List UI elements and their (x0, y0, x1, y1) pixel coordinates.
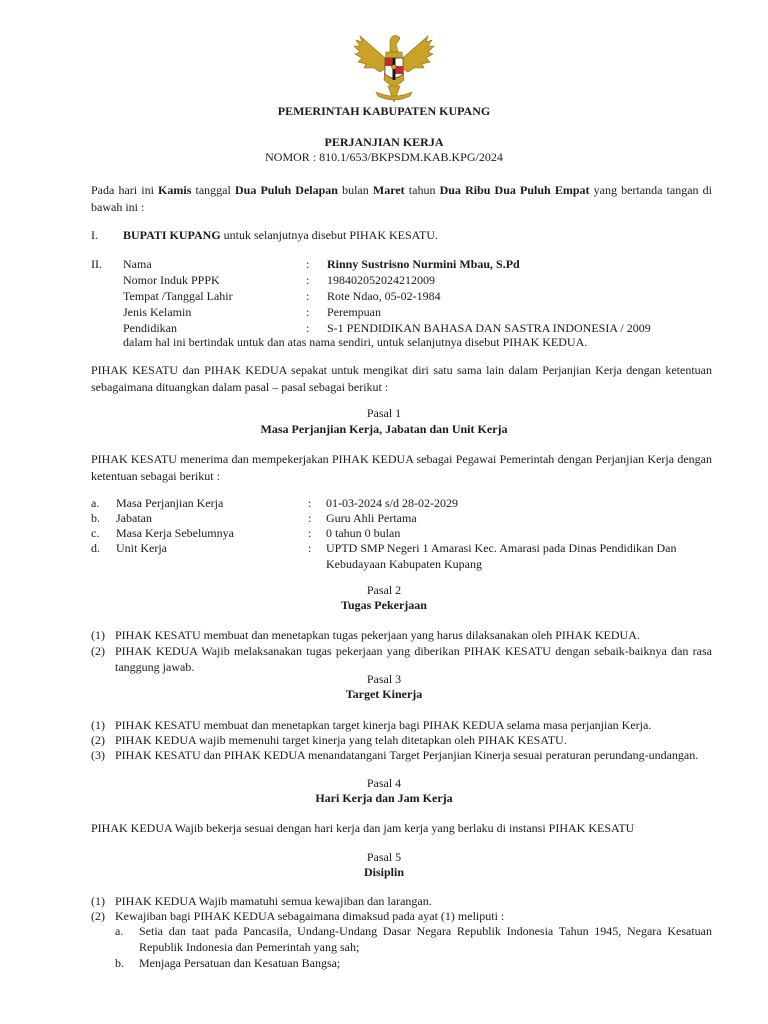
item-label: Jabatan (116, 511, 152, 525)
subitem-letter: b. (115, 956, 124, 970)
party-two-note-row (91, 334, 721, 350)
opening-date: Dua Puluh Delapan (234, 183, 338, 197)
pasal-2-item (91, 627, 721, 643)
item-value: Guru Ahli Pertama (326, 511, 417, 525)
item-text: PIHAK KEDUA Wajib mamatuhi semua kewajiban dan larangan. (115, 894, 432, 908)
item-number: (3) (91, 748, 105, 762)
pasal-1-intro: PIHAK KESATU menerima dan mempekerjakan PIHAK KEDUA sebagai Pegawai Pemerintah dengan Perjanjian Kerja dengan ketentuan sebagai berikut : (91, 452, 712, 483)
pasal-1-item (91, 495, 721, 511)
item-text: PIHAK KEDUA Wajib melaksanakan tugas pekerjaan yang diberikan PIHAK KESATU dengan sebaik-baiknya dan rasa tanggung jawab. (115, 644, 712, 674)
pasal-3-item (91, 747, 721, 779)
opening-text: bulan (337, 183, 373, 197)
item-separator: : (308, 496, 312, 510)
item-value: UPTD SMP Negeri 1 Amarasi Kec. Amarasi pada Dinas Pendidikan Dan Kebudayaan Kabupaten Kupang (326, 541, 677, 571)
pasal-2-title: Tugas Pekerjaan (341, 598, 427, 612)
pasal-2-number: Pasal 2 (366, 583, 402, 597)
pasal-1-title: Masa Perjanjian Kerja, Jabatan dan Unit Kerja (260, 422, 508, 436)
party-two-value: Perempuan (327, 305, 381, 319)
item-number: (1) (91, 894, 105, 908)
party-one-rest: untuk selanjutnya disebut PIHAK KESATU. (220, 228, 438, 242)
pasal-4-text: PIHAK KEDUA Wajib bekerja sesuai dengan hari kerja dan jam kerja yang berlaku di instansi PIHAK KESATU (91, 821, 635, 835)
party-two-value: S-1 PENDIDIKAN BAHASA DAN SASTRA INDONESIA / 2009 (327, 321, 651, 335)
opening-text: tanggal (191, 183, 235, 197)
item-text: PIHAK KESATU membuat dan menetapkan tugas pekerjaan yang harus dilaksanakan oleh PIHAK KEDUA. (115, 628, 640, 642)
party-two-value: Rote Ndao, 05-02-1984 (327, 289, 441, 303)
party-two-separator: : (306, 273, 310, 287)
opening-text: tahun (404, 183, 440, 197)
agreement-paragraph: PIHAK KESATU dan PIHAK KEDUA sepakat untuk mengikat diri satu sama lain dalam Perjanjian Kerja dengan ketentuan sebagaimana dituangkan dalam pasal – pasal sebagai berikut : (91, 363, 712, 394)
party-one-text (123, 227, 438, 243)
party-two-label: Pendidikan (123, 321, 177, 335)
item-number: (2) (91, 909, 105, 923)
pasal-3-item (91, 717, 721, 733)
garuda-emblem-icon (352, 30, 436, 106)
pasal-4-title: Hari Kerja dan Jam Kerja (315, 791, 453, 805)
party-two-separator: : (306, 257, 310, 271)
item-letter: c. (91, 526, 100, 540)
pasal-5-item (91, 908, 721, 924)
item-letter: a. (91, 496, 100, 510)
party-two-label: Tempat /Tanggal Lahir (123, 289, 233, 303)
pasal-4-number: Pasal 4 (366, 776, 402, 790)
party-two-note: dalam hal ini bertindak untuk dan atas nama sendiri, untuk selanjutnya disebut PIHAK KEDUA. (123, 335, 588, 349)
item-value: 0 tahun 0 bulan (326, 526, 401, 540)
party-one-number: I. (91, 228, 98, 242)
item-letter: b. (91, 511, 100, 525)
item-label: Masa Perjanjian Kerja (116, 496, 224, 510)
item-label: Unit Kerja (116, 541, 167, 555)
opening-text: yang bertanda tangan di bawah ini : (91, 183, 712, 214)
item-number: (1) (91, 628, 105, 642)
opening-day: Kamis (158, 183, 192, 197)
party-two-row (91, 272, 721, 288)
item-number: (2) (91, 644, 105, 658)
item-letter: d. (91, 541, 100, 555)
pasal-5-subitem (91, 923, 721, 955)
opening-text: Pada hari ini (91, 183, 159, 197)
pasal-5-subitem (91, 955, 721, 971)
pasal-2-item (91, 643, 721, 675)
opening-year: Dua Ribu Dua Puluh Empat (439, 183, 590, 197)
pasal-1-item (91, 540, 721, 572)
document-number: NOMOR : 810.1/653/BKPSDM.KAB.KPG/2024 (265, 150, 503, 164)
subitem-text: Menjaga Persatuan dan Kesatuan Bangsa; (139, 956, 341, 970)
party-one-name: BUPATI KUPANG (123, 228, 221, 242)
pasal-1-number: Pasal 1 (366, 406, 402, 420)
pasal-5-item (91, 893, 721, 909)
pasal-1-item (91, 525, 721, 541)
item-separator: : (308, 526, 312, 540)
item-label: Masa Kerja Sebelumnya (116, 526, 234, 540)
pasal-3-number: Pasal 3 (366, 672, 402, 686)
subitem-text: Setia dan taat pada Pancasila, Undang-Undang Dasar Negara Republik Indonesia Tahun 1945, Negara Kesatuan Republik Indonesia dan Pemerintah yang sah; (139, 924, 712, 954)
party-two-label: Nama (123, 257, 152, 271)
item-text: PIHAK KESATU dan PIHAK KEDUA menandatangani Target Perjanjian Kinerja sesuai peraturan perundang-undangan. (115, 748, 699, 762)
item-separator: : (308, 511, 312, 525)
pasal-1-item (91, 510, 721, 526)
party-two-value: 198402052024212009 (327, 273, 435, 287)
party-two-separator: : (306, 305, 310, 319)
party-two-separator: : (306, 321, 310, 335)
item-number: (2) (91, 733, 105, 747)
party-two-row (91, 304, 721, 320)
party-two-value: Rinny Sustrisno Nurmini Mbau, S.Pd (327, 257, 520, 271)
item-value: 01-03-2024 s/d 28-02-2029 (326, 496, 458, 510)
opening-month: Maret (372, 183, 405, 197)
item-number: (1) (91, 718, 105, 732)
pasal-5-title: Disiplin (363, 865, 405, 879)
item-text: PIHAK KESATU membuat dan menetapkan target kinerja bagi PIHAK KEDUA selama masa perjanjian Kerja. (115, 718, 652, 732)
party-two-row (91, 288, 721, 304)
party-two-label: Nomor Induk PPPK (123, 273, 220, 287)
item-text: PIHAK KEDUA wajib memenuhi target kinerja yang telah ditetapkan oleh PIHAK KESATU. (115, 733, 567, 747)
opening-paragraph (91, 182, 712, 216)
party-two-number: II. (91, 257, 102, 271)
pasal-3-item (91, 732, 721, 748)
party-one-row (91, 227, 721, 243)
document-title: PERJANJIAN KERJA (324, 135, 444, 149)
party-two-separator: : (306, 289, 310, 303)
party-two-row (91, 256, 721, 272)
item-separator: : (308, 541, 312, 555)
institution-heading: PEMERINTAH KABUPATEN KUPANG (277, 104, 491, 118)
pasal-5-number: Pasal 5 (366, 850, 402, 864)
item-text: Kewajiban bagi PIHAK KEDUA sebagaimana dimaksud pada ayat (1) meliputi : (115, 909, 505, 923)
party-two-label: Jenis Kelamin (123, 305, 192, 319)
subitem-letter: a. (115, 924, 124, 938)
pasal-3-title: Target Kinerja (345, 687, 423, 701)
